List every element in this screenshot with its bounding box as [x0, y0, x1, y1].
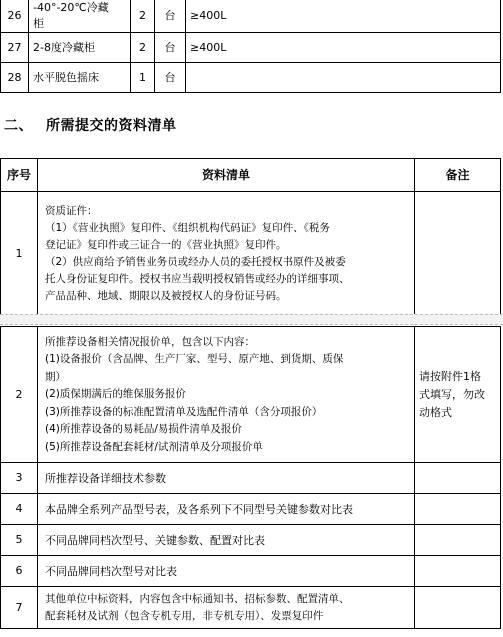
row-number: 5: [1, 525, 38, 556]
equipment-unit: 台: [155, 0, 186, 33]
header-no: 序号: [1, 159, 38, 192]
equipment-qty: 1: [131, 63, 155, 93]
row-number: 2: [1, 327, 38, 463]
equipment-name: 水平脱色摇床: [29, 63, 131, 93]
row-number: 4: [1, 494, 38, 525]
row-number: 6: [1, 556, 38, 587]
table-row: [1, 0, 501, 33]
row-number: 7: [1, 587, 38, 629]
row-note: 请按附件1格 式填写，勿改 动格式: [415, 327, 501, 463]
row-number: 28: [1, 63, 29, 93]
row-content: 不同品牌同档次型号对比表: [38, 556, 415, 587]
table-row: [1, 192, 501, 316]
document-list-table-continued: [0, 326, 501, 629]
equipment-spec: [186, 63, 501, 93]
row-number: 27: [1, 33, 29, 63]
section-number: 二、: [4, 118, 33, 134]
row-content: 所推荐设备相关情况报价单，包含以下内容： (1)设备报价（含品牌、生产厂家、型号、原产地、到货期、质保 期） (2)质保期满后的维保服务报价 (3)所推荐设备的标准配置清单及选配件清单（含分项报价） (4)所推荐设备的易耗品/易损件清单及报价 (5)所推荐设备配套耗材/试剂清单及分项报价单: [38, 327, 415, 463]
table-row: [1, 63, 501, 93]
table-header-row: [1, 159, 501, 192]
row-note: [415, 463, 501, 494]
table-row: [1, 463, 501, 494]
row-note: [415, 494, 501, 525]
row-number: 26: [1, 0, 29, 33]
row-content: 资质证件： （1）《营业执照》复印件、《组织机构代码证》复印件、《税务 登记证》复印件或三证合一的《营业执照》复印件。 （2）供应商给予销售业务员或经办人员的委托授权书原件及被委 托人身份证复印件。授权书应当载明授权销售或经办的详细事项、 产品品种、地域、期限以及被授权人的身份证号码。: [38, 192, 415, 316]
page-break: [0, 314, 503, 325]
table-row: [1, 525, 501, 556]
row-note: [415, 192, 501, 316]
equipment-qty: 2: [131, 0, 155, 33]
equipment-unit: 台: [155, 33, 186, 63]
table-row: [1, 556, 501, 587]
row-number: 3: [1, 463, 38, 494]
row-content: 本品牌全系列产品型号表，及各系列下不同型号关键参数对比表: [38, 494, 415, 525]
equipment-name: 2-8度冷藏柜: [29, 33, 131, 63]
table-row: [1, 33, 501, 63]
header-content: 资料清单: [38, 159, 415, 192]
row-note: [415, 525, 501, 556]
section-title: 所需提交的资料清单: [46, 118, 177, 134]
equipment-spec: ≥400L: [186, 33, 501, 63]
table-row: [1, 327, 501, 463]
row-content: 所推荐设备详细技术参数: [38, 463, 415, 494]
row-content: 不同品牌同档次型号、关键参数、配置对比表: [38, 525, 415, 556]
equipment-qty: 2: [131, 33, 155, 63]
table-row: [1, 494, 501, 525]
equipment-table: [0, 0, 501, 93]
equipment-name: -40°-20℃冷藏 柜: [29, 0, 131, 33]
table-row: [1, 587, 501, 629]
row-number: 1: [1, 192, 38, 316]
document-list-table: [0, 158, 501, 316]
header-note: 备注: [415, 159, 501, 192]
row-note: [415, 556, 501, 587]
row-note: [415, 587, 501, 629]
equipment-unit: 台: [155, 63, 186, 93]
row-content: 其他单位中标资料，内容包含中标通知书、招标参数、配置清单、 配套耗材及试剂（包含专机专用，非专机专用）、发票复印件: [38, 587, 415, 629]
section-heading: [4, 114, 177, 138]
equipment-spec: ≥400L: [186, 0, 501, 33]
